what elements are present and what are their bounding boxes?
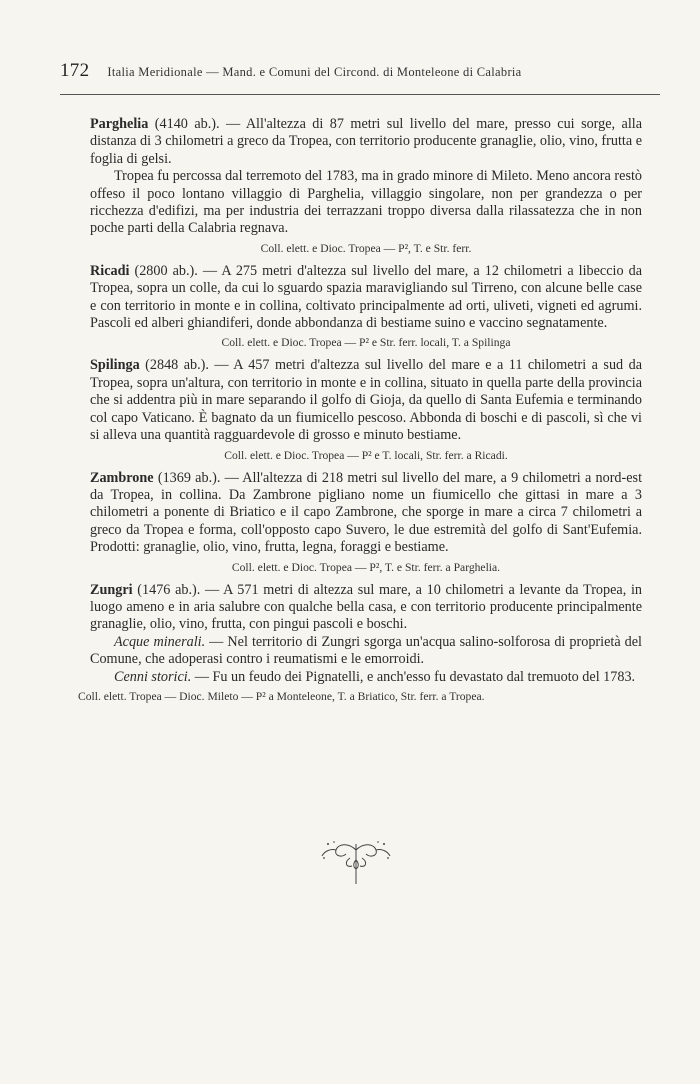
page-body	[78, 116, 643, 711]
entry-population: (2848 ab.).	[145, 357, 209, 374]
page-header	[60, 60, 660, 95]
entry-text: — All'altezza di 87 metri sul livello del mare, presso cui sorge, alla distanza di 3 chilometri a greco da Tropea, con territorio producente granaglie, olio, vino, frutta e foglia di gelsi.	[90, 116, 643, 167]
entry-name: Spilinga	[90, 357, 140, 374]
entry-collegio-line: Coll. elett. e Dioc. Tropea — P², T. e Str. ferr.	[260, 241, 472, 255]
entry-population: (2800 ab.).	[134, 262, 198, 279]
section-text-acque: — Nel territorio di Zungri sgorga un'acqua salino-solforosa di proprietà del Comune, che adoperasi contro i reumatismi e le emorroidi.	[90, 633, 642, 668]
section-text-cenni: — Fu un feudo dei Pignatelli, e anch'esso fu devastato dal tremuoto del 1783.	[191, 668, 636, 685]
entry-text: — A 457 metri d'altezza sul livello del mare e a 11 chilometri a sud da Tropea, sopra un'altura, con territorio in monte e in collina, situato in quella parte della provincia che si addentra più in mare separando il golfo di Gioja, da quello di Santa Eufemia e terminando col capo Vaticano. È bagnato da un fiumicello pescoso. Abbonda di boschi e di pascoli, sì che vi si alleva una quantità ragguardevole di grosso e minuto bestiame.	[90, 357, 642, 444]
entry-text: — A 275 metri d'altezza sul livello del mare, a 12 chilometri a libeccio da Tropea, sopra un colle, da cui lo sguardo spazia maravigliando sul Tirreno, con alcune belle case e con territorio in monte e in collina, coltivato principalmente ad orti, uliveti, vigneti ed agrumi. Pascoli ed alberi ghiandiferi, donde abbondanza di bestiame suino e vaccino segnatamente.	[90, 262, 642, 332]
running-title: Italia Meridionale — Mand. e Comuni del Circond. di Monteleone di Calabria	[107, 65, 522, 79]
page-number: 172	[60, 60, 90, 81]
entry-name: Zungri	[90, 581, 133, 598]
entry-spilinga	[90, 357, 642, 462]
entry-population: (4140 ab.).	[154, 116, 220, 132]
entry-collegio-line: Coll. elett. e Dioc. Tropea — P², T. e Str. ferr. a Parghelia.	[231, 560, 501, 574]
entry-name: Ricadi	[90, 262, 130, 279]
entry-collegio-line: Coll. elett. e Dioc. Tropea — P² e Str. ferr. locali, T. a Spilinga	[221, 336, 511, 350]
floral-vignette-icon	[316, 836, 396, 886]
entry-collegio-line: Coll. elett. Tropea — Dioc. Mileto — P² a Monteleone, T. a Briatico, Str. ferr. a Tropea.	[78, 689, 485, 703]
entry-parghelia	[90, 116, 642, 256]
entry-population: (1369 ab.).	[157, 469, 221, 486]
section-label-acque: Acque minerali.	[114, 633, 206, 650]
entry-paragraph: Tropea fu percossa dal terremoto del 1783, ma in grado minore di Mileto. Meno ancora restò offeso il poco lontano villaggio di Parghelia, villaggio singolare, non per grandezza o per ricchezza d'edifizi, ma per industria dei terrazzani troppo diversa dalla rilassatezza che in non poche parti della Calabria regnava.	[90, 168, 642, 237]
entry-text: — All'altezza di 218 metri sul livello del mare, a 9 chilometri a nord-est da Tropea, in collina. Da Zambrone pigliano nome un fiumicello che gittasi in mare a 3 chilometri a ponente di Briatico e il capo Zambrone, che sporge in mare a circa 7 chilometri a greco da Tropea e forma, coll'opposto capo Suvero, le due estremità del golfo di Sant'Eufemia. Prodotti: granaglie, olio, vino, frutta, legna, foraggi e bestiame.	[90, 469, 643, 556]
entry-text: — A 571 metri di altezza sul mare, a 10 chilometri a levante da Tropea, in luogo ameno e in aria salubre con qualche bella casa, e con territorio producente principalmente granaglie, olio, vino, frutta, con pingui pascoli e boschi.	[90, 581, 642, 633]
entry-zambrone	[90, 470, 642, 575]
entry-collegio-line: Coll. elett. e Dioc. Tropea — P² e T. locali, Str. ferr. a Ricadi.	[224, 448, 508, 462]
entry-name: Zambrone	[90, 469, 154, 486]
entry-ricadi	[90, 263, 642, 351]
entry-zungri	[78, 581, 642, 704]
entry-name: Parghelia	[90, 116, 149, 132]
entry-population: (1476 ab.).	[137, 581, 201, 598]
section-label-cenni: Cenni storici.	[114, 668, 192, 685]
